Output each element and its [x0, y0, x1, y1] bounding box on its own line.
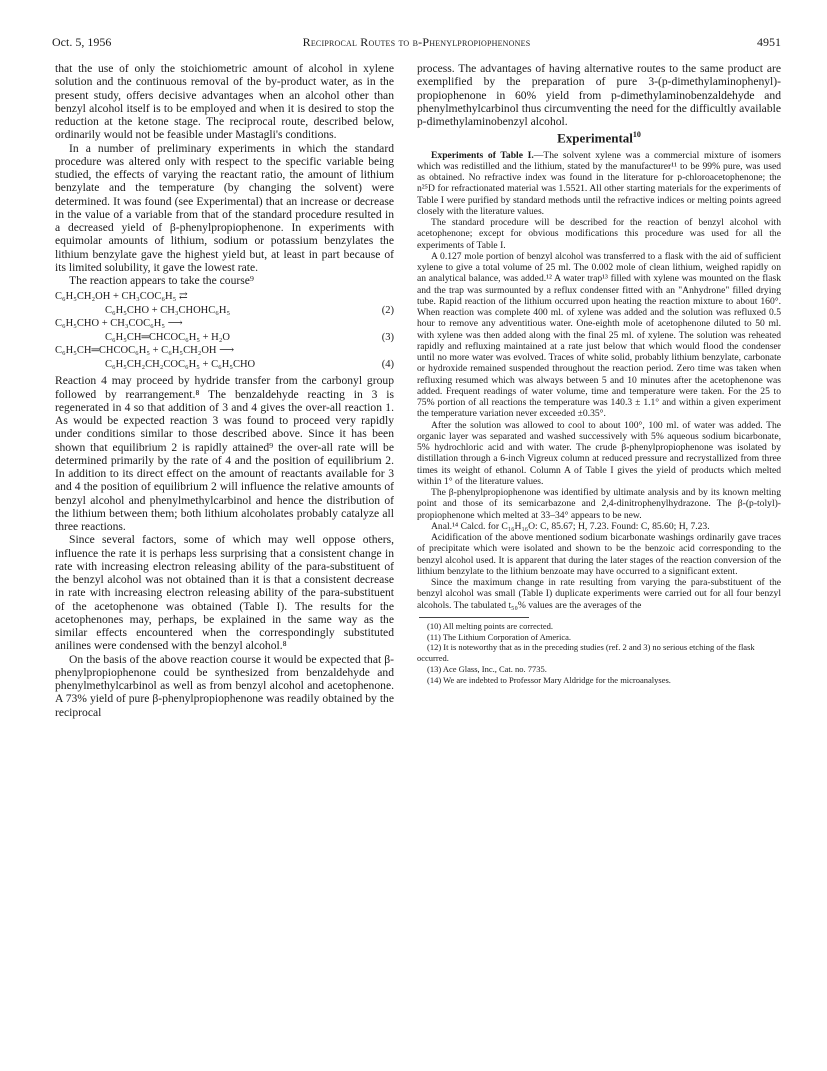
equation-line — [55, 304, 394, 318]
analysis-line: Anal.¹⁴ Calcd. for C₁₆H₁₆O: C, 85.67; H, 7.23. Found: C, 85.60; H, 7.23. — [431, 520, 710, 532]
equation-number: (3) — [381, 331, 394, 343]
equation-text: C₆H₅CH₂OH + CH₃COC₆H₅ — [55, 291, 177, 303]
running-header — [52, 35, 781, 53]
paragraph: The reaction appears to take the course⁹ — [69, 274, 254, 287]
section-title: Experimental — [557, 130, 633, 146]
footnote-ref: 10 — [632, 130, 641, 140]
equation-text: C₆H₅CHO + CH₃COC₆H₅ — [55, 318, 165, 330]
right-arrow-icon: ⟶ — [167, 318, 183, 330]
paragraph: The β-phenylpropiophenone was identified by ultimate analysis and by its known melting point and those of its semicarbazone and 2,4-dinitrophenylhydrazone. The β-(p-tolyl)-propiophenone which melted at 33–34° appears to be new. — [417, 487, 781, 521]
paragraph-lead: Experiments of Table I. — [431, 149, 534, 161]
footnote: (12) It is noteworthy that as in the preceding studies (ref. 2 and 3) no serious etching of the flask occurred. — [417, 642, 755, 664]
equation-line — [55, 344, 394, 358]
equation-text: C₆H₅CH═CHCOC₆H₅ + H₂O — [105, 331, 231, 343]
paragraph: Since several factors, some of which may well oppose others, influence the rate it is perhaps less surprising that a consistent change in rate with increasing electron releasing ability of the para-substituent of the benzyl alcohol was not obtained than it is that a consistent decrease in rate with increasing electron releasing ability of the para-substituent of the acetophenone was obtained (Table I). The results for the acetophenones may, perhaps, be explained in the same way as the similar effects encountered when the correspondingly substituted anilines were condensed with the benzyl alcohol.⁸ — [55, 533, 394, 653]
paragraph: that the use of only the stoichiometric amount of alcohol in xylene solution and the continuous removal of the by-product water, as in the present study, offers decisive advantages when an alcohol other than benzyl alcohol itself is to be employed and when it is desired to stop the reduction at the ketone stage. The reciprocal route, described below, ordinarily would not be feasible under Mastagli's conditions. — [55, 62, 394, 142]
section-heading — [417, 130, 781, 146]
footnote: (10) All melting points are corrected. — [427, 620, 554, 631]
equation-line — [55, 290, 394, 304]
equation-number: (2) — [381, 304, 394, 316]
paragraph: A 0.127 mole portion of benzyl alcohol was transferred to a flask with the aid of sufficient xylene to give a total volume of 25 ml. The 0.002 mole of clean lithium, weighed rapidly on an analytical balance, was added.¹² A water trap¹³ filled with xylene was mounted on the flask and the trap was surmounted by a reflux condenser fitted with an "Anhydrone" filled drying tube. Rapid reaction of the lithium occurred upon heating the reaction mixture to about 160°. When reaction was complete 400 ml. of xylene was added and the solution was refluxed 0.5 hour to remove any adventitious water. One-eighth mole of acetophenone diluted to 50 ml. with xylene was then added along with the final 25 ml. of xylene. The solution was reheated rapidly and refluxing maintained at a rate just below that which would flood the condenser until no more water was evolved. Traces of white solid, probably lithium benzylate, carbonate or hydroxide remained suspended throughout the reaction period. Zero time was taken when refluxing resumed which was always between 5 and 10 minutes after the acetophenone was added. Frequent readings of water volume, time and temperature were taken. For the 25 to 75% portion of all reactions the temperature was 140.3 ± 1.1° and within a given experiment the temperature variation never exceeded ±0.35°. — [417, 250, 781, 420]
left-column — [55, 62, 394, 719]
paragraph: The standard procedure will be described for the reaction of benzyl alcohol with acetophenone; except for obvious modifications this procedure was used for all the experiments of Table I. — [417, 217, 781, 251]
equation-text: C₆H₅CH₂CH₂COC₆H₅ + C₆H₅CHO — [105, 358, 256, 370]
paragraph-body: —The solvent xylene was a commercial mixture of isomers which was redistilled and the lithium, stated by the manufacturer¹¹ to be 99% pure, was used as obtained. No refractive index was found in the literature for p-chloroacetophenone; the n²⁵D for refractionated material was 1.5521. All other starting materials for the experiments of Table I were purified by standard methods until the refractive indices or melting points agreed closely with the literature values. — [417, 149, 781, 217]
paragraph: process. The advantages of having alternative routes to the same product are exemplified by the preparation of pure 3-(p-dimethylaminophenyl)-propiophenone in 60% yield from p-dimethylaminobenzaldehyde and phenylmethylcarbinol thus circumventing the need for the difficultly available p-dimethylaminobenzyl alcohol. — [417, 62, 781, 128]
issue-date: Oct. 5, 1956 — [52, 35, 112, 49]
equilibrium-arrow-icon: ⇄ — [178, 291, 188, 303]
paragraph: On the basis of the above reaction course it would be expected that β-phenylpropiophenone could be synthesized from benzaldehyde and phenylmethylcarbinol as well as from benzyl alcohol and acetophenone. A 73% yield of pure β-phenylpropiophenone was readily obtained by the reciprocal — [55, 652, 394, 719]
paragraph — [417, 150, 781, 218]
equation-text: C₆H₅CHO + CH₃CHOHC₆H₅ — [105, 304, 231, 316]
paragraph: Since the maximum change in rate resulting from varying the para-substituent of the benzyl alcohol was small (Table I) duplicate experiments were carried out for all four benzyl alcohols. The tabulated t₅₀% values are the averages of the — [417, 577, 781, 611]
right-column — [417, 62, 781, 686]
reaction-equations — [55, 290, 394, 371]
paragraph: In a number of preliminary experiments in which the standard procedure was altered only with respect to the specific variable being studied, the effects of varying the reactant ratio, the amount of lithium benzylate and the temperature (by changing the solvent) were determined. It was found (see Experimental) that an increase or decrease in the value of a variable from that of the standard procedure resulted in a decreased yield of β-phenylpropiophenone. In experiments with equimolar amounts of lithium, sodium or potassium benzylates the lithium benzylate gave the highest yield but, at least in part because of its limited solubility, it gave the lowest rate. — [55, 141, 394, 274]
equation-number: (4) — [381, 358, 394, 370]
footnote: (14) We are indebted to Professor Mary Aldridge for the microanalyses. — [427, 674, 671, 685]
paragraph: Acidification of the above mentioned sodium bicarbonate washings ordinarily gave traces of precipitate which were isolated and shown to be the benzoic acid corresponding to the benzyl alcohol used. It is apparent that during the later stages of the reaction conversion of the lithium benzylate to the lithium benzoate may have occurred to a significant extent. — [417, 532, 781, 577]
paragraph: After the solution was allowed to cool to about 100°, 100 ml. of water was added. The organic layer was separated and washed successively with 5% aqueous sodium bicarbonate, 5% hydrochloric acid and with water. The crude β-phenylpropiophenone was isolated by distillation through a 6-inch Vigreux column at reduced pressure and recrystallized from three times its weight of ethanol. Column A of Table I gives the yield of products which melted within 1° of the literature values. — [417, 419, 781, 487]
footnote-divider — [419, 617, 529, 618]
footnote: (11) The Lithium Corporation of America. — [427, 631, 571, 642]
footnote: (13) Ace Glass, Inc., Cat. no. 7735. — [427, 664, 547, 675]
equation-line — [55, 317, 394, 331]
equation-line — [55, 331, 394, 345]
running-title: Reciprocal Routes to β-Phenylpropiophenones — [302, 35, 531, 49]
right-arrow-icon: ⟶ — [219, 345, 235, 357]
equation-line — [55, 358, 394, 372]
page-number: 4951 — [757, 35, 781, 49]
paragraph: Reaction 4 may proceed by hydride transfer from the carbonyl group followed by rearrangement.⁸ The benzaldehyde reacting in 3 is regenerated in 4 so that addition of 3 and 4 gives the over-all reaction 1. As would be expected reaction 3 was found to proceed very rapidly under conditions similar to those described above. Since it has been shown that equilibrium 2 is rapidly attained⁹ the over-all rate will be determined primarily by the rate of 4 and the position of equilibrium 2. In addition to its direct effect on the amount of reactants available for 3 and 4 the position of equilibrium 2 will influence the relative amounts of benzyl alcohol and phenylmethylcarbinol and hence the distribution of the lithium between them; both lithium alcoholates probably catalyze all three reactions. — [55, 374, 394, 533]
equation-text: C₆H₅CH═CHCOC₆H₅ + C₆H₅CH₂OH — [55, 345, 217, 357]
